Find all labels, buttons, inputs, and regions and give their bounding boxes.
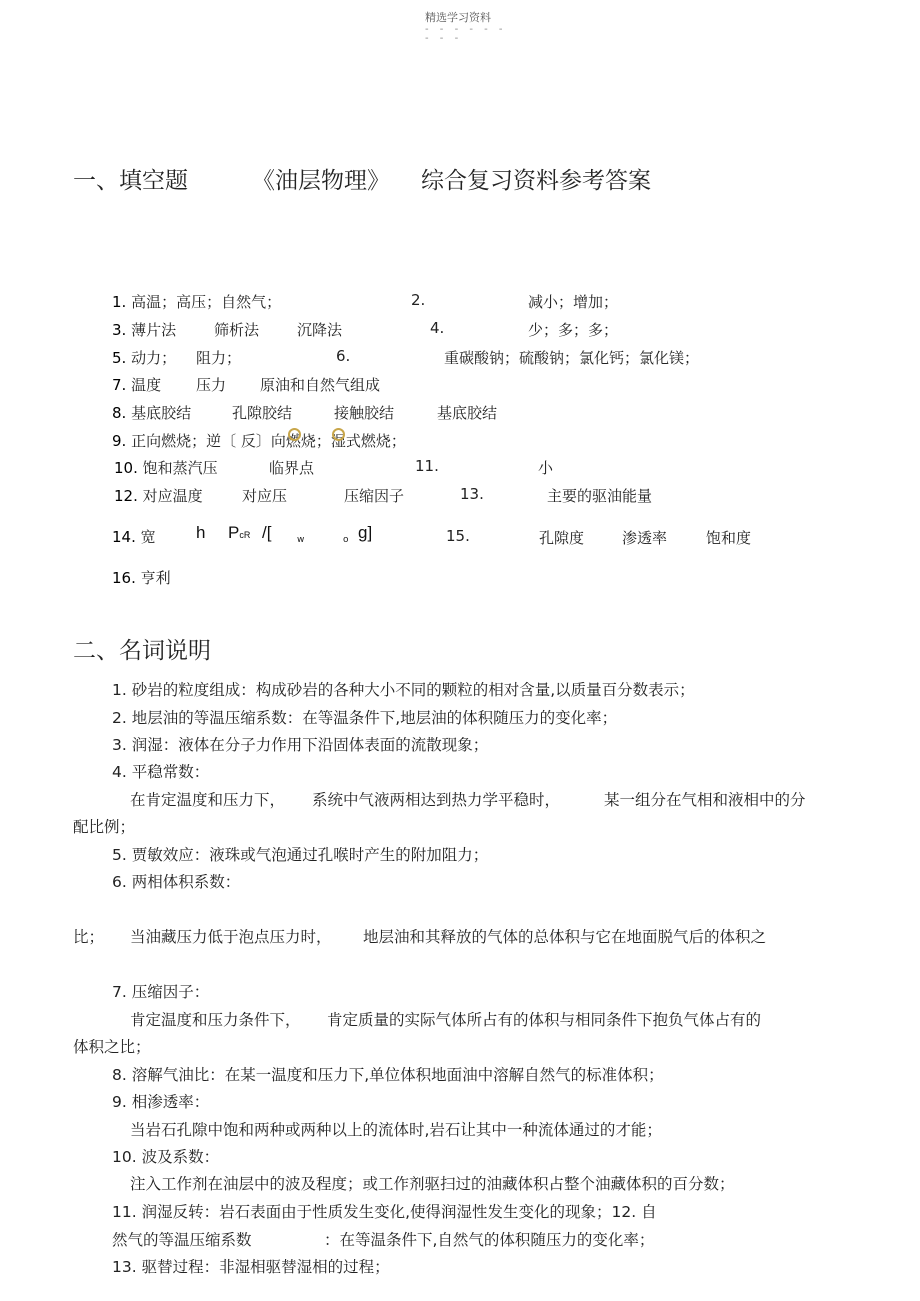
answer-14: 14. 宽: [112, 528, 156, 546]
answer-7b: 压力: [196, 376, 227, 394]
answer-2-num: 2.: [411, 291, 426, 309]
definition-4-body-b: 系统中气液两相达到热力学平稳时，: [312, 791, 561, 809]
answer-11: 小: [538, 459, 554, 477]
definition-1: 1. 砂岩的粒度组成：构成砂岩的各种大小不同的颗粒的相对含量,以质量百分数表示；: [112, 681, 695, 699]
answer-7: 7. 温度: [112, 376, 162, 394]
answer-3b: 筛析法: [214, 321, 260, 339]
answer-9: 9. 正向燃烧；逆〔 反〕向燃烧；湿式燃烧；: [112, 432, 406, 450]
scan-artifact-icon: [332, 428, 345, 441]
definition-12-term: 然气的等温压缩系数: [112, 1231, 252, 1249]
answer-15: 孔隙度: [539, 529, 585, 547]
definition-6-body-c: 地层油和其释放的气体的总体积与它在地面脱气后的体积之: [363, 928, 767, 946]
definition-7-body-b: 肯定质量的实际气体所占有的体积与相同条件下抱负气体占有的: [327, 1011, 762, 1029]
answer-4-num: 4.: [430, 319, 445, 337]
definition-3: 3. 润湿：液体在分子力作用下沿固体表面的流散现象；: [112, 736, 489, 754]
definition-9-body: 当岩石孔隙中饱和两种或两种以上的流体时,岩石让其中一种流体通过的才能；: [130, 1121, 662, 1139]
answer-6-num: 6.: [336, 347, 351, 365]
answer-10: 10. 饱和蒸汽压: [114, 459, 218, 477]
answer-4: 少；多；多；: [528, 321, 619, 339]
definition-5: 5. 贾敏效应：液珠或气泡通过孔喉时产生的附加阻力；: [112, 846, 489, 864]
dash-line: - - -: [425, 33, 463, 44]
answer-6: 重碳酸钠；硫酸钠；氯化钙；氯化镁；: [444, 349, 700, 367]
definition-8: 8. 溶解气油比：在某一温度和压力下,单位体积地面油中溶解自然气的标准体积；: [112, 1066, 664, 1084]
answer-8c: 接触胶结: [334, 404, 395, 422]
definition-4-body-c: 某一组分在气相和液相中的分: [604, 791, 806, 809]
definition-4-term: 4. 平稳常数：: [112, 763, 210, 781]
definition-6-term: 6. 两相体积系数：: [112, 873, 241, 891]
answer-15c: 饱和度: [706, 529, 752, 547]
dash-line: - - - - - -: [425, 24, 507, 35]
definition-10-body: 注入工作剂在油层中的波及程度；或工作剂驱扫过的油藏体积占整个油藏体积的百分数；: [130, 1175, 735, 1193]
answer-12c: 压缩因子: [344, 487, 405, 505]
answer-2: 减小；增加；: [528, 293, 619, 311]
formula-w: w: [297, 535, 305, 545]
answer-5b: 阻力；: [196, 349, 242, 367]
definition-9-term: 9. 相渗透率：: [112, 1093, 210, 1111]
document-title: 《油层物理》: [252, 168, 390, 194]
answer-12b: 对应压: [242, 487, 288, 505]
definition-10-term: 10. 波及系数：: [112, 1148, 220, 1166]
formula-g: g]: [358, 523, 373, 542]
answer-13-num: 13.: [460, 485, 484, 503]
scan-artifact-icon: [288, 428, 301, 441]
answer-11-num: 11.: [415, 457, 439, 475]
definition-6-body-b: 当油藏压力低于泡点压力时，: [130, 928, 332, 946]
answer-3: 3. 薄片法: [112, 321, 177, 339]
answer-5: 5. 动力；: [112, 349, 177, 367]
formula-h: h: [196, 523, 206, 542]
answer-1: 1. 高温；高压；自然气；: [112, 293, 282, 311]
answer-15b: 渗透率: [622, 529, 668, 547]
answer-3c: 沉降法: [297, 321, 343, 339]
answer-15-num: 15.: [446, 527, 470, 545]
definition-7-term: 7. 压缩因子：: [112, 983, 210, 1001]
answer-8: 8. 基底胶结: [112, 404, 192, 422]
formula-o: o: [343, 535, 349, 545]
document-subtitle: 综合复习资料参考答案: [421, 168, 651, 194]
definition-7-body-a: 肯定温度和压力条件下，: [130, 1011, 301, 1029]
answer-10b: 临界点: [269, 459, 315, 477]
definition-4-cont: 配比例；: [73, 818, 136, 836]
answer-12: 12. 对应温度: [114, 487, 203, 505]
answer-8d: 基底胶结: [437, 404, 498, 422]
definition-4-body-a: 在肯定温度和压力下，: [130, 791, 286, 809]
answer-8b: 孔隙胶结: [232, 404, 293, 422]
section-heading-fill: 一、填空题: [73, 168, 188, 194]
definition-6-body-a: 比；: [73, 928, 105, 946]
definition-7-cont: 体积之比；: [73, 1038, 151, 1056]
formula-p: PcR: [228, 523, 251, 542]
definition-2: 2. 地层油的等温压缩系数：在等温条件下,地层油的体积随压力的变化率；: [112, 709, 618, 727]
watermark-text: 精选学习资料: [425, 11, 491, 24]
answer-13: 主要的驱油能量: [547, 487, 653, 505]
definition-12-body: ：在等温条件下,自然气的体积随压力的变化率；: [324, 1231, 655, 1249]
definition-13: 13. 驱替过程：非湿相驱替湿相的过程；: [112, 1258, 390, 1276]
section-heading-terms: 二、名词说明: [73, 638, 211, 664]
definition-11: 11. 润湿反转：岩石表面由于性质发生变化,使得润湿性发生变化的现象；12. 自: [112, 1203, 657, 1221]
answer-16: 16. 亨利: [112, 569, 171, 587]
formula-bracket: /[: [262, 523, 272, 542]
answer-7c: 原油和自然气组成: [260, 376, 381, 394]
